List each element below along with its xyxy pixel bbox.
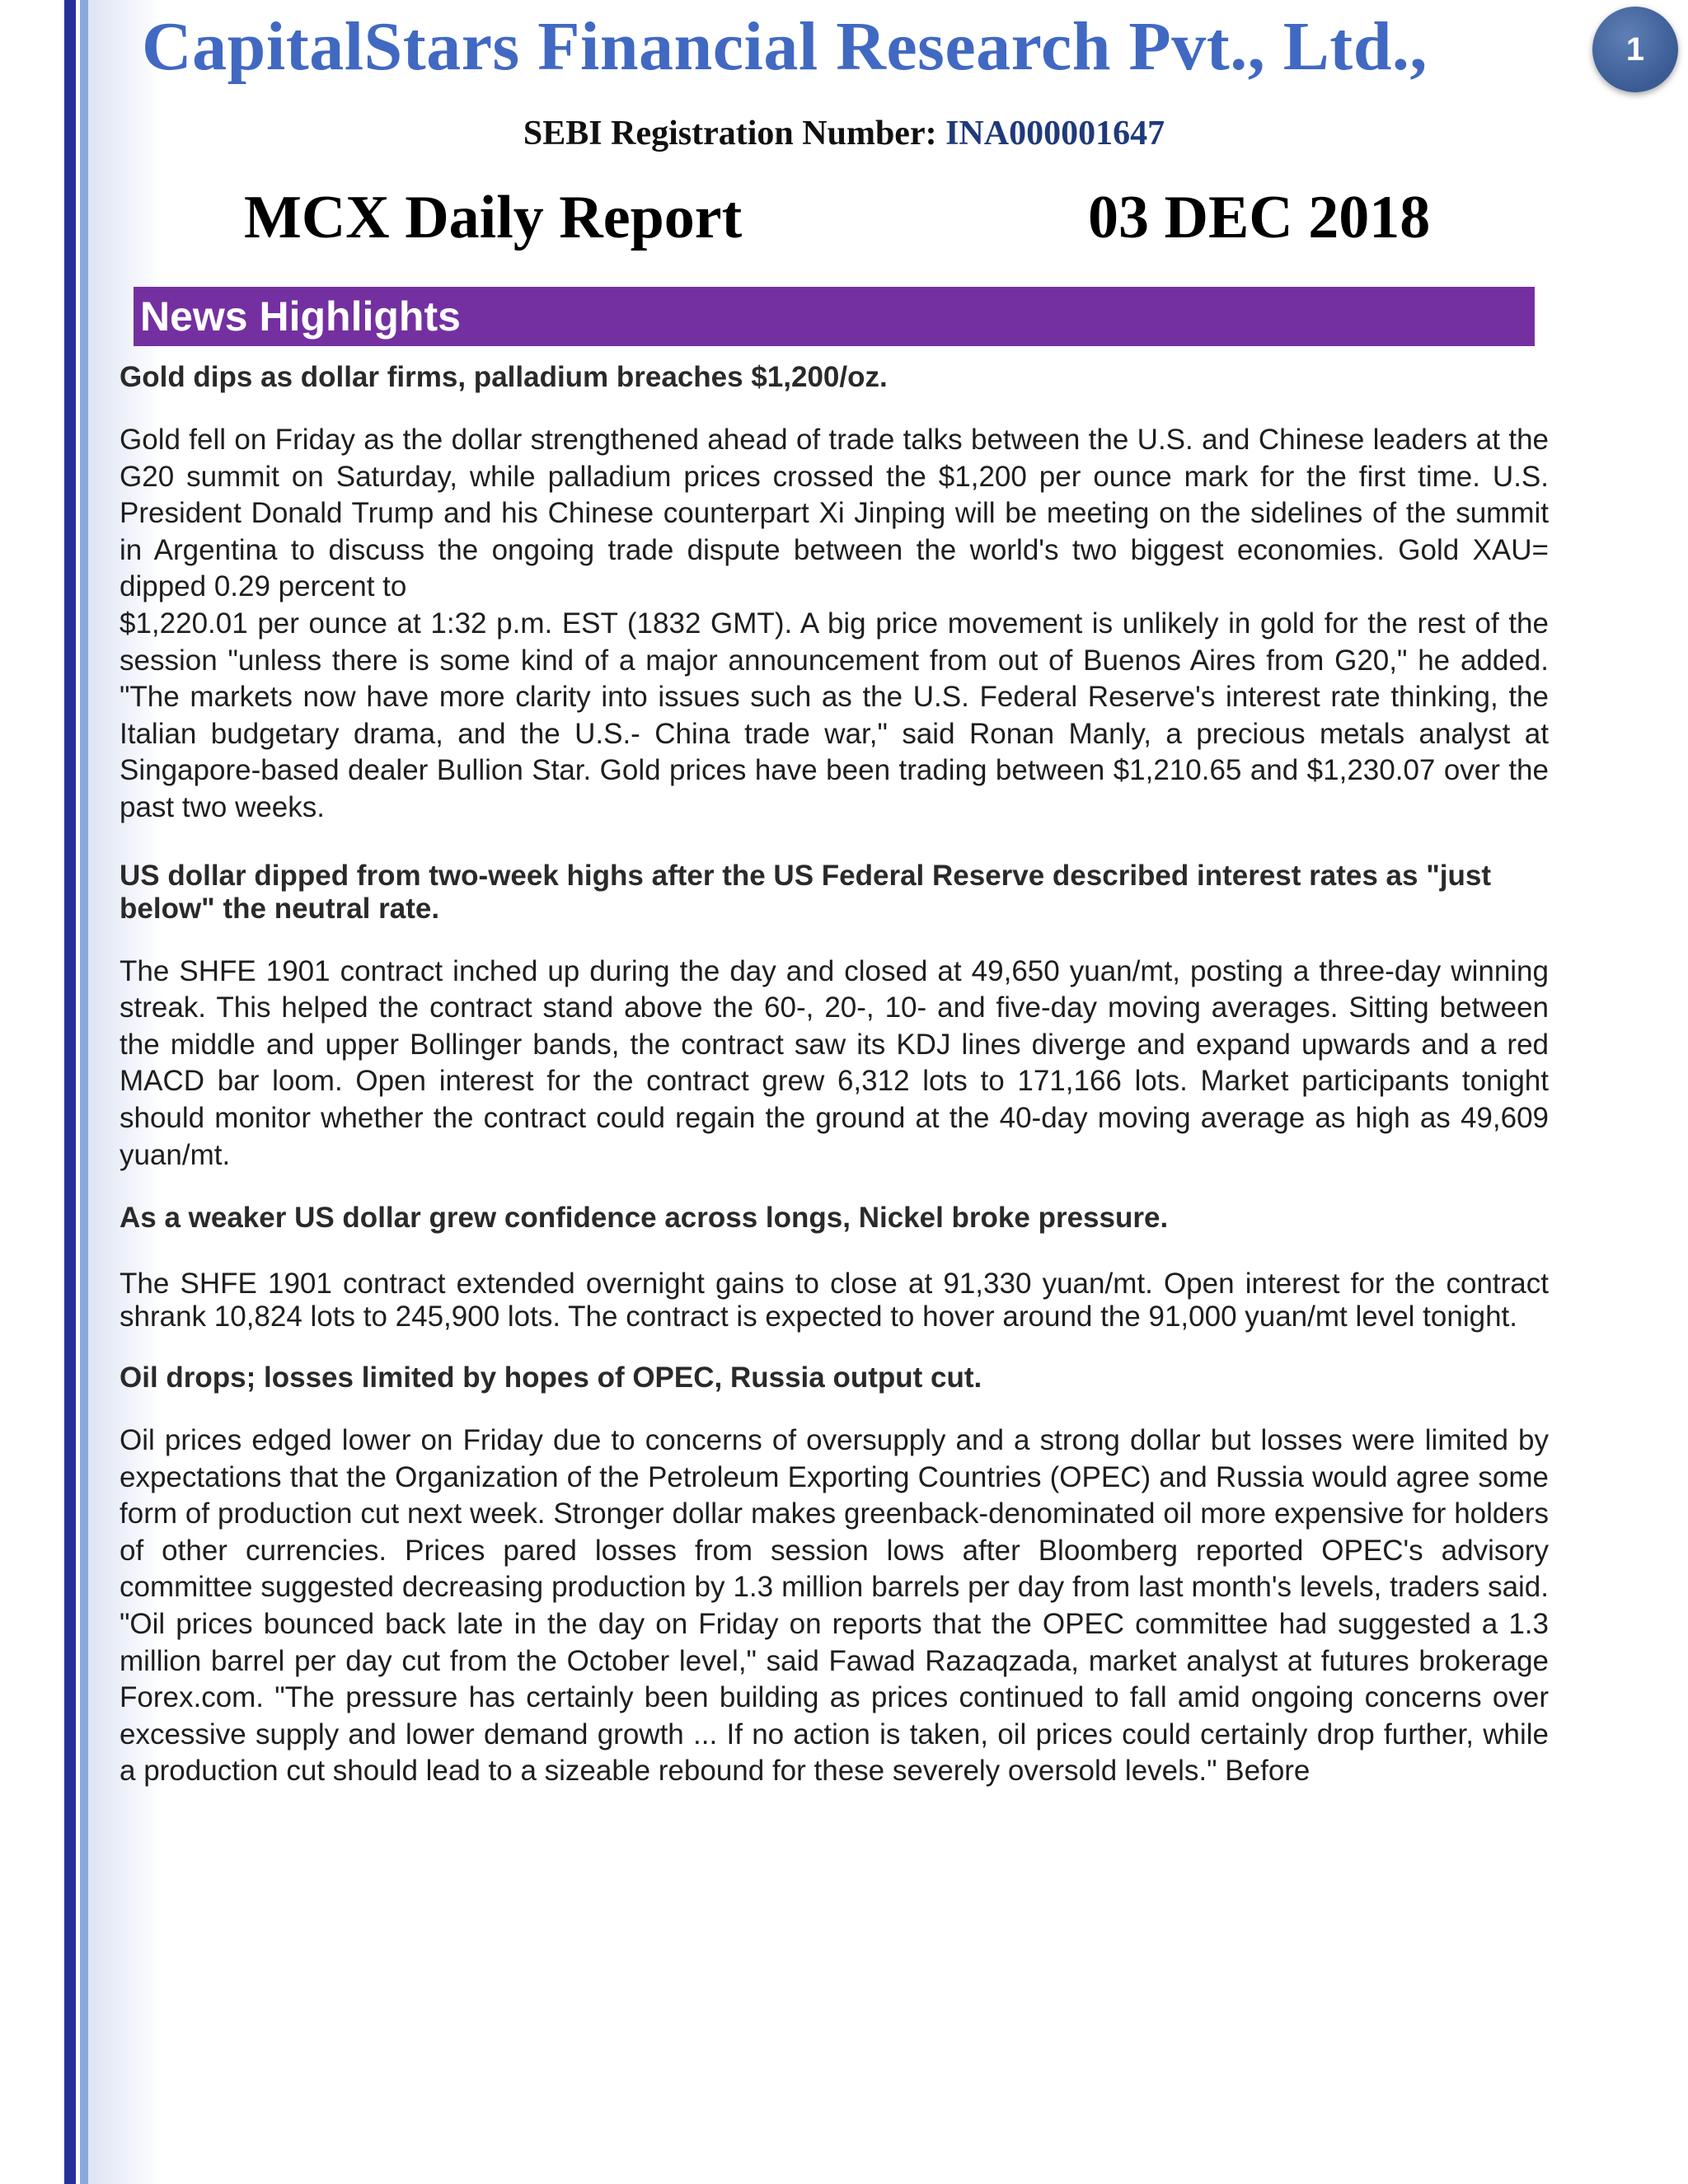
article-headline: US dollar dipped from two-week highs after the US Federal Reserve described interest rates as "just below" the neutral rate.: [120, 859, 1492, 925]
sebi-registration: [0, 114, 1688, 153]
article-headline: Gold dips as dollar firms, palladium breaches $1,200/oz.: [120, 361, 888, 393]
left-border-bar-dark: [64, 0, 76, 2184]
article-body: The SHFE 1901 contract extended overnight gains to close at 91,330 yuan/mt. Open interest for the contract shrank 10,824 lots to 245,900 lots. The contract is expected to hover around the 91,000 yuan/mt level tonight.: [120, 1268, 1549, 1333]
article-headline: As a weaker US dollar grew confidence across longs, Nickel broke pressure.: [120, 1202, 1169, 1235]
company-name: CapitalStars Financial Research Pvt., Ltd.,: [142, 8, 1428, 85]
page-number-badge: 1: [1592, 7, 1678, 92]
article-body: Oil prices edged lower on Friday due to concerns of oversupply and a strong dollar but losses were limited by expectations that the Organization of the Petroleum Exporting Countries (OPEC) and Russia would agree some form of production cut next week. Stronger dollar makes greenback-denominated oil more expensive for holders of other currencies. Prices pared losses from session lows after Bloomberg reported OPEC's advisory committee suggested decreasing production by 1.3 million barrels per day from last month's levels, traders said. "Oil prices bounced back late in the day on Friday on reports that the OPEC committee had suggested a 1.3 million barrel per day cut from the October level," said Fawad Razaqzada, market analyst at futures brokerage Forex.com. "The pressure has certainly been building as prices continued to fall amid ongoing concerns over excessive supply and lower demand growth ... If no action is taken, oil prices could certainly drop further, while a production cut should lead to a sizeable rebound for these severely oversold levels." Before: [120, 1424, 1549, 1788]
article-content: [120, 361, 1549, 1790]
report-title: MCX Daily Report: [244, 184, 743, 251]
sebi-label: SEBI Registration Number:: [523, 115, 937, 152]
section-header-news-highlights: News Highlights: [134, 287, 1535, 346]
article-body: Gold fell on Friday as the dollar strengthened ahead of trade talks between the U.S. and Chinese leaders at the G20 summit on Saturday, while palladium prices crossed the $1,200 per ounce mark for the first time. U.S. President Donald Trump and his Chinese counterpart Xi Jinping will be meeting on the sidelines of the summit in Argentina to discuss the ongoing trade dispute between the world's two biggest economies. Gold XAU= dipped 0.29 percent to: [120, 424, 1549, 603]
sebi-number: INA000001647: [945, 115, 1165, 152]
article-body: The SHFE 1901 contract inched up during the day and closed at 49,650 yuan/mt, posting a three-day winning streak. This helped the contract stand above the 60-, 20-, 10- and five-day moving averages. Sitting between the middle and upper Bollinger bands, the contract saw its KDJ lines diverge and expand upwards and a red MACD bar loom. Open interest for the contract grew 6,312 lots to 171,166 lots. Market participants tonight should monitor whether the contract could regain the ground at the 40-day moving average as high as 49,609 yuan/mt.: [120, 954, 1549, 1171]
article-body-continued: $1,220.01 per ounce at 1:32 p.m. EST (1832 GMT). A big price movement is unlikely in gold for the rest of the session "unless there is some kind of a major announcement from out of Buenos Aires from G20," he added. "The markets now have more clarity into issues such as the U.S. Federal Reserve's interest rate thinking, the Italian budgetary drama, and the U.S.- China trade war," said Ronan Manly, a precious metals analyst at Singapore-based dealer Bullion Star. Gold prices have been trading between $1,210.65 and $1,230.07 over the past two weeks.: [120, 607, 1549, 823]
article-headline: Oil drops; losses limited by hopes of OPEC, Russia output cut.: [120, 1361, 982, 1394]
report-date: 03 DEC 2018: [1088, 184, 1431, 251]
left-border-bar-light: [80, 0, 88, 2184]
